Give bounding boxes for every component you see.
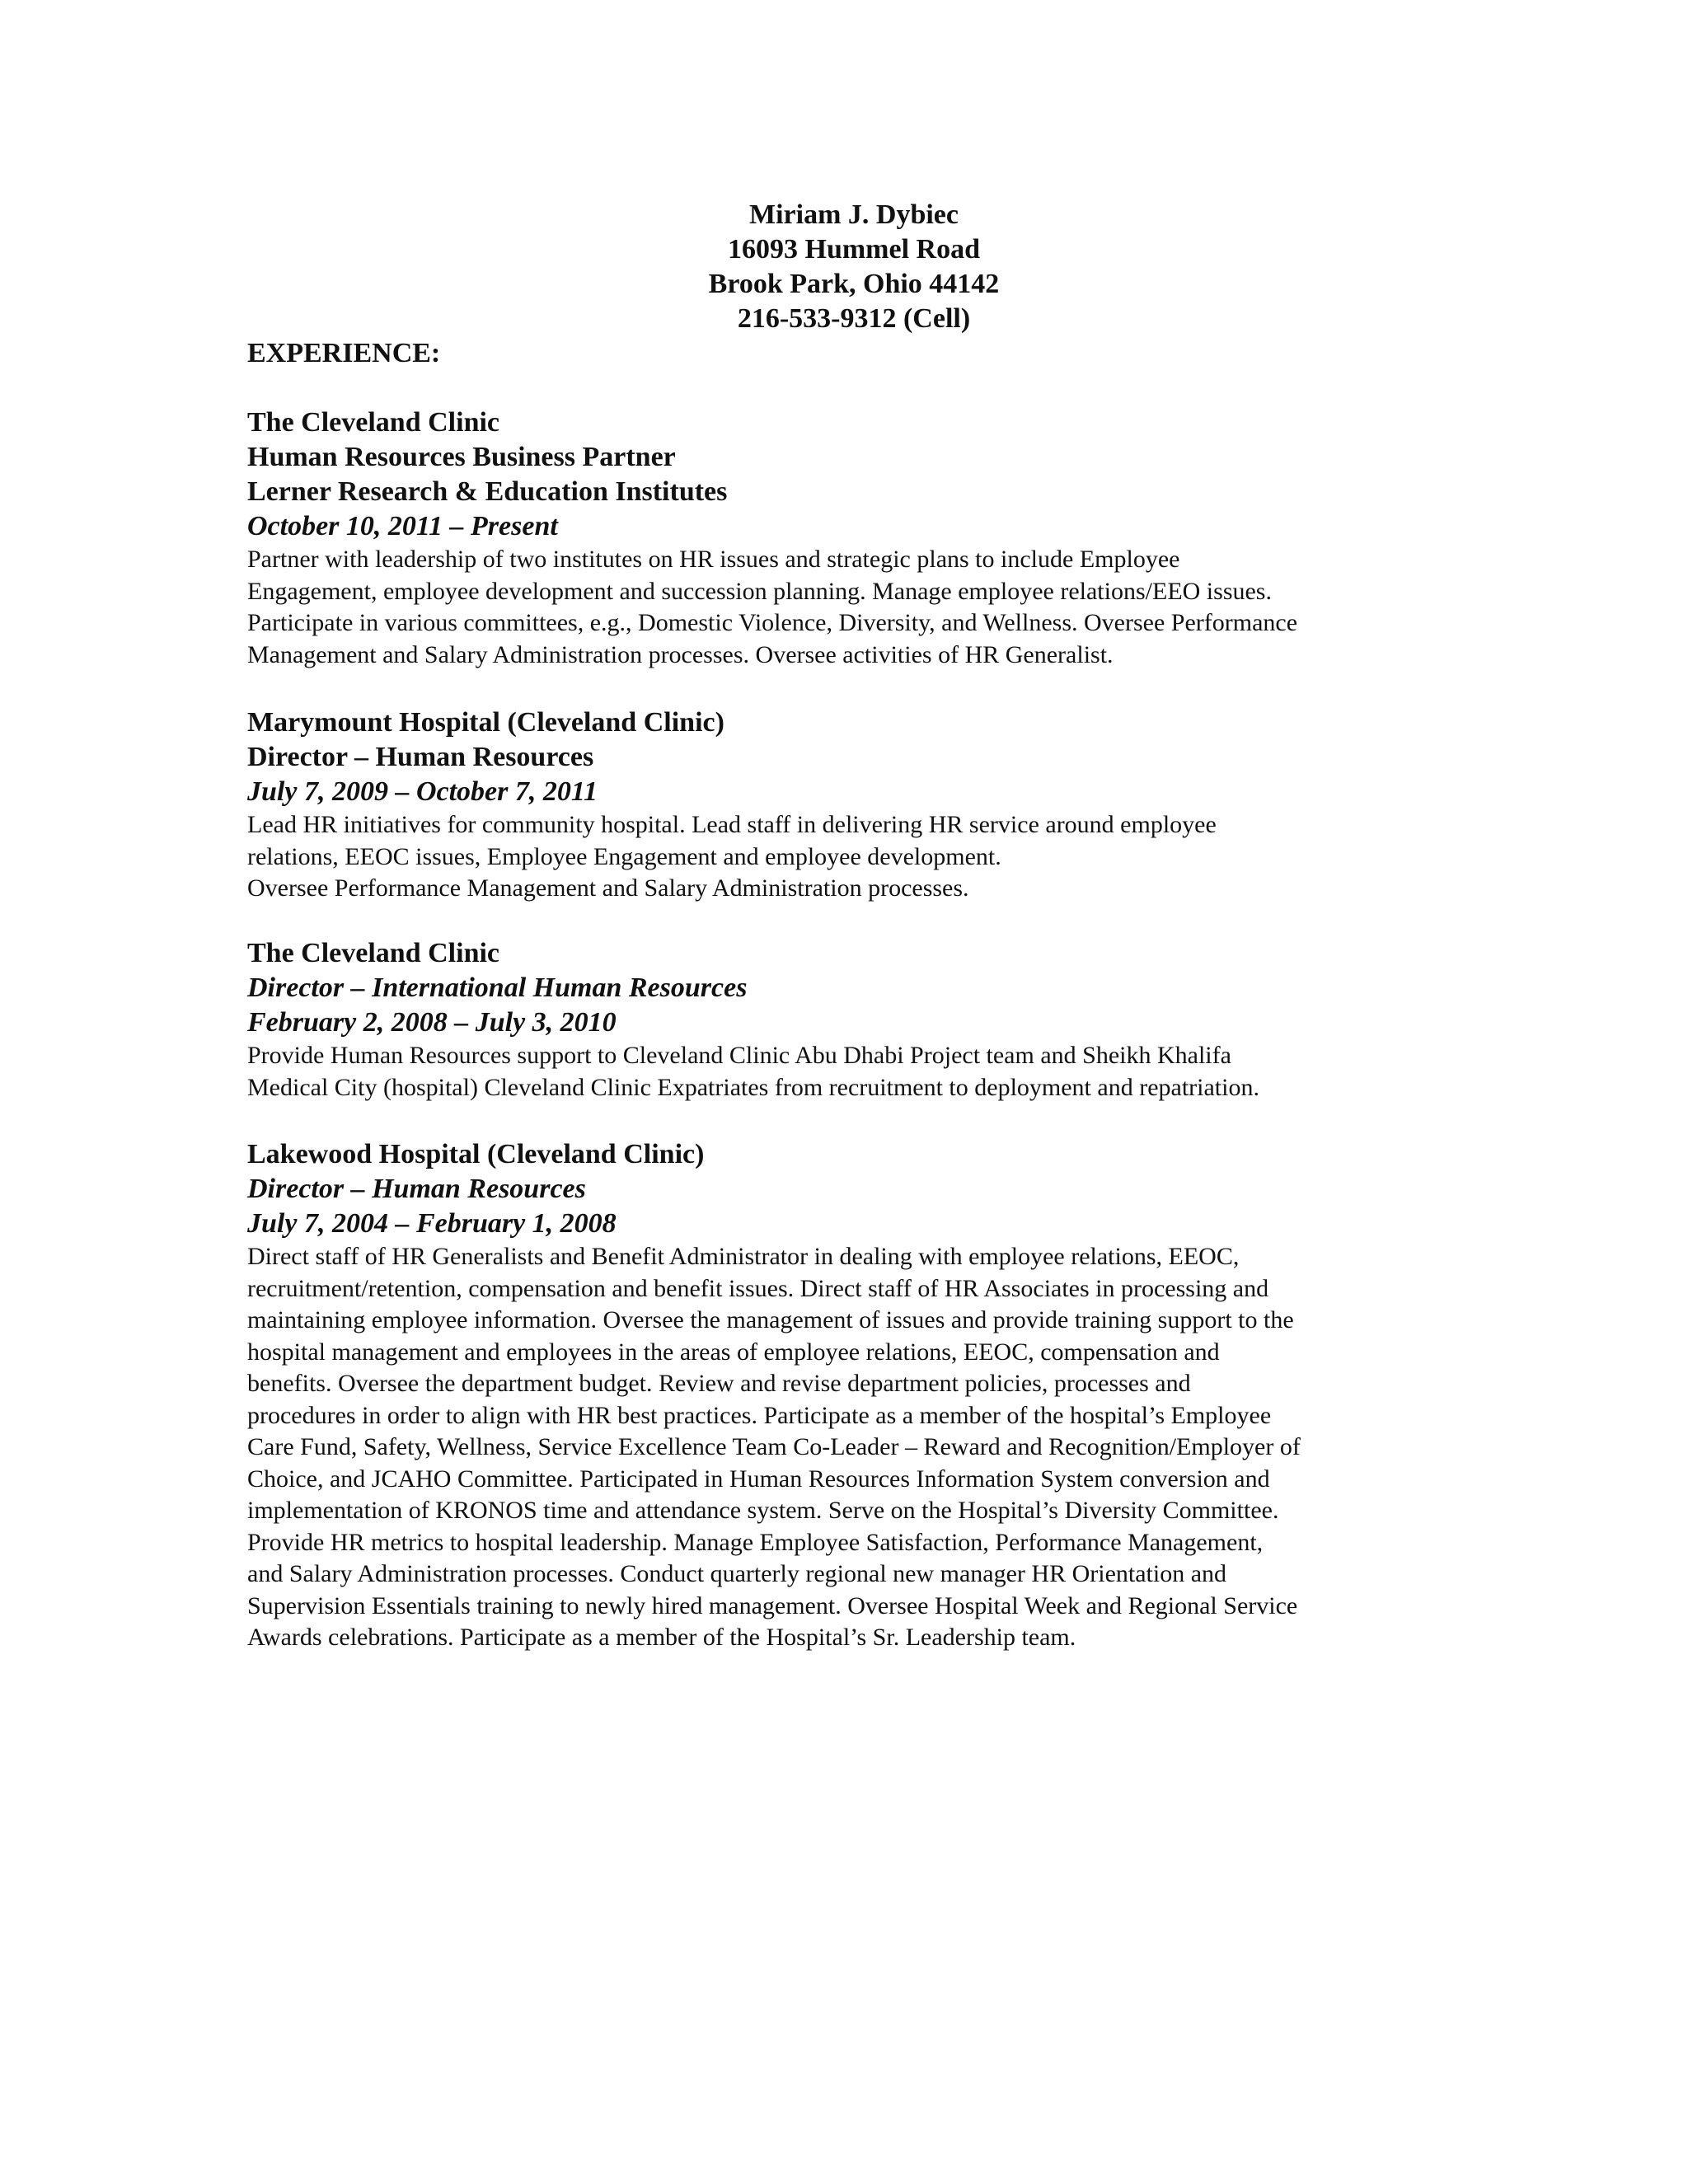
- job-organization: Lakewood Hospital (Cleveland Clinic): [247, 1139, 705, 1169]
- description-line: procedures in order to align with HR best practices. Participate as a member of the hospital’s Employee: [247, 1401, 1272, 1429]
- job-unit: Lerner Research & Education Institutes: [247, 476, 728, 507]
- job-title: Director – Human Resources: [247, 742, 594, 772]
- job-entry: [247, 405, 1451, 671]
- description-line: Provide Human Resources support to Cleveland Clinic Abu Dhabi Project team and Sheikh Khalifa: [247, 1042, 1231, 1069]
- job-organization: Marymount Hospital (Cleveland Clinic): [247, 707, 724, 738]
- description-line: Medical City (hospital) Cleveland Clinic Expatriates from recruitment to deployment and repatriation.: [247, 1073, 1259, 1101]
- description-line: Supervision Essentials training to newly hired management. Oversee Hospital Week and Regional Service: [247, 1591, 1298, 1619]
- description-line: Management and Salary Administration processes. Oversee activities of HR Generalist.: [247, 640, 1114, 668]
- description-line: and Salary Administration processes. Conduct quarterly regional new manager HR Orientation and: [247, 1560, 1227, 1587]
- job-title: Human Resources Business Partner: [247, 442, 676, 472]
- description-line: implementation of KRONOS time and attendance system. Serve on the Hospital’s Diversity Committee.: [247, 1497, 1279, 1524]
- job-organization: The Cleveland Clinic: [247, 938, 500, 968]
- description-line: Awards celebrations. Participate as a member of the Hospital’s Sr. Leadership team.: [247, 1624, 1076, 1651]
- contact-header: [0, 198, 1688, 336]
- description-line: Oversee Performance Management and Salary Administration processes.: [247, 874, 969, 902]
- job-dates: July 7, 2004 – February 1, 2008: [247, 1208, 617, 1239]
- description-line: benefits. Oversee the department budget. Review and revise department policies, processes and: [247, 1370, 1191, 1397]
- description-line: Choice, and JCAHO Committee. Participated in Human Resources Information System conversion and: [247, 1465, 1270, 1493]
- experience-heading: EXPERIENCE:: [247, 338, 441, 368]
- job-dates: July 7, 2009 – October 7, 2011: [247, 776, 598, 807]
- description-line: Engagement, employee development and succession planning. Manage employee relations/EEO issues.: [247, 577, 1272, 605]
- job-title: Director – International Human Resources: [247, 972, 748, 1003]
- job-organization: The Cleveland Clinic: [247, 407, 500, 438]
- job-description: [247, 809, 1451, 905]
- job-description: [247, 1040, 1451, 1104]
- description-line: Care Fund, Safety, Wellness, Service Excellence Team Co-Leader – Reward and Recognition/Employer of: [247, 1433, 1301, 1460]
- job-dates: February 2, 2008 – July 3, 2010: [247, 1007, 617, 1038]
- street-address: 16093 Hummel Road: [728, 234, 980, 265]
- description-line: relations, EEOC issues, Employee Engagement and employee development.: [247, 842, 1001, 870]
- job-entry: [247, 936, 1451, 1104]
- description-line: Provide HR metrics to hospital leadership. Manage Employee Satisfaction, Performance Management,: [247, 1528, 1264, 1556]
- description-line: maintaining employee information. Oversee the management of issues and provide training support to the: [247, 1306, 1294, 1333]
- description-line: Lead HR initiatives for community hospital. Lead staff in delivering HR service around employee: [247, 811, 1217, 838]
- description-line: hospital management and employees in the areas of employee relations, EEOC, compensation and: [247, 1338, 1220, 1366]
- job-dates: October 10, 2011 – Present: [247, 511, 558, 541]
- description-line: recruitment/retention, compensation and benefit issues. Direct staff of HR Associates in processing and: [247, 1274, 1269, 1302]
- description-line: Direct staff of HR Generalists and Benefit Administrator in dealing with employee relations, EEOC,: [247, 1243, 1240, 1270]
- description-line: Participate in various committees, e.g., Domestic Violence, Diversity, and Wellness. Oversee Performance: [247, 609, 1298, 636]
- job-title: Director – Human Resources: [247, 1174, 586, 1204]
- description-line: Partner with leadership of two institutes on HR issues and strategic plans to include Employee: [247, 546, 1180, 573]
- job-description: [247, 1241, 1451, 1654]
- city-state-zip: Brook Park, Ohio 44142: [708, 269, 1000, 299]
- applicant-name: Miriam J. Dybiec: [749, 199, 959, 230]
- job-description: [247, 544, 1451, 671]
- job-entry: [247, 1137, 1451, 1654]
- phone-number: 216-533-9312 (Cell): [737, 303, 971, 334]
- job-entry: [247, 705, 1451, 905]
